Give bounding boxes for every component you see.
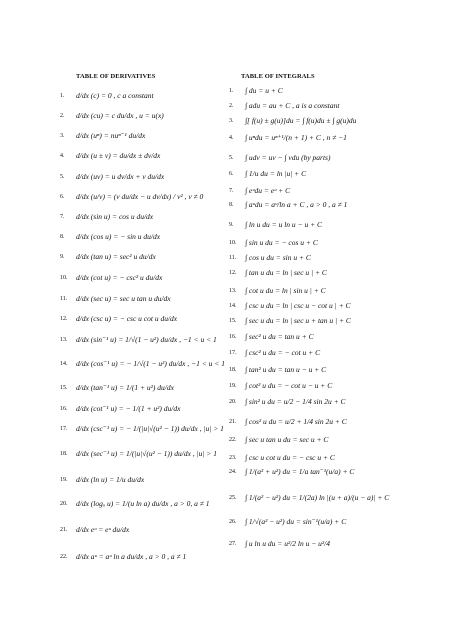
formula-number: 12. [60, 316, 68, 322]
formula-text: ∫ sec u du = ln | sec u + tan u | + C [245, 316, 351, 325]
formula-text: ∫ 1/√(a² − u²) du = sin⁻¹(u/a) + C [245, 517, 347, 526]
formula-number: 9. [229, 222, 234, 228]
formula-text: ∫ cot² u du = − cot u − u + C [245, 381, 333, 390]
formula-number: 24. [229, 469, 237, 475]
formula-text: d/dx (u/v) = (v du/dx − u dv/dx) / v² , v ≠ 0 [76, 192, 204, 201]
formula-number: 19. [60, 477, 68, 483]
formula-number: 14. [229, 303, 237, 309]
derivatives-table [60, 93, 230, 583]
formula-number: 15. [60, 385, 68, 391]
formula-number: 8. [229, 202, 234, 208]
formula-number: 6. [60, 194, 65, 200]
formula-number: 20. [229, 399, 237, 405]
formula-text: ∫ u ln u du = u²/2 ln u − u²/4 [245, 539, 331, 548]
formula-number: 1. [60, 93, 65, 99]
formula-text: ∫ du = u + C [245, 86, 283, 95]
formula-number: 4. [229, 135, 234, 141]
formula-number: 18. [60, 451, 68, 457]
formula-text: d/dx eᵘ = eᵘ du/dx [76, 525, 130, 534]
formula-text: d/dx (uⁿ) = nuⁿ⁻¹ du/dx [76, 131, 146, 140]
formula-number: 22. [229, 437, 237, 443]
formula-text: ∫ 1/u du = ln |u| + C [245, 169, 307, 178]
formula-text: d/dx (csc u) = − csc u cot u du/dx [76, 314, 178, 323]
formula-number: 5. [229, 155, 234, 161]
formula-text: d/dx (tan u) = sec² u du/dx [76, 252, 156, 261]
formula-number: 8. [60, 234, 65, 240]
formula-text: ∫ tan² u du = tan u − u + C [245, 365, 327, 374]
formula-text: d/dx (cu) = c du/dx , u = u(x) [76, 111, 164, 120]
formula-text: d/dx (u ± v) = du/dx ± dv/dx [76, 151, 161, 160]
formula-number: 15. [229, 318, 237, 324]
formula-text: ∫ sin² u du = u/2 − 1/4 sin 2u + C [245, 397, 346, 406]
formula-text: ∫ csc u cot u du = − csc u + C [245, 453, 335, 462]
formula-number: 5. [60, 174, 65, 180]
formula-text: d/dx (logₐ u) = 1/(u ln a) du/dx , a > 0, a ≠ 1 [76, 499, 210, 508]
formula-text: d/dx (cos⁻¹ u) = − 1/√(1 − u²) du/dx , −1 < u < 1 [76, 359, 225, 368]
formula-text: ∫ csc² u du = − cot u + C [245, 348, 321, 357]
formula-number: 16. [60, 406, 68, 412]
formula-text: ∫ cot u du = ln | sin u | + C [245, 286, 326, 295]
formula-number: 3. [229, 118, 234, 124]
formula-number: 18. [229, 367, 237, 373]
formula-number: 11. [60, 296, 68, 302]
formula-text: ∫[ f(u) ± g(u)]du = ∫ f(u)du ± ∫ g(u)du [245, 116, 357, 125]
formula-text: d/dx (sec u) = sec u tan u du/dx [76, 294, 171, 303]
integrals-table [229, 86, 444, 548]
formula-text: ∫ aᵘdu = aᵘ/ln a + C , a > 0 , a ≠ 1 [245, 200, 348, 209]
formula-number: 14. [60, 361, 68, 367]
formula-number: 21. [229, 419, 237, 425]
formula-number: 27. [229, 541, 237, 547]
formula-number: 23. [229, 455, 237, 461]
formula-number: 1. [229, 88, 234, 94]
formula-text: ∫ sec² u du = tan u + C [245, 332, 314, 341]
formula-number: 7. [60, 214, 65, 220]
formula-number: 2. [229, 103, 234, 109]
formula-number: 16. [229, 334, 237, 340]
formula-text: d/dx (cot⁻¹ u) = − 1/(1 + u²) du/dx [76, 404, 181, 413]
formula-number: 10. [229, 240, 237, 246]
formula-number: 11. [229, 255, 237, 261]
formula-text: d/dx (cos u) = − sin u du/dx [76, 232, 161, 241]
formula-text: d/dx (csc⁻¹ u) = − 1/(|u|√(u² − 1)) du/dx , |u| > 1 [76, 424, 224, 433]
formula-number: 25. [229, 495, 237, 501]
derivatives-heading: TABLE OF DERIVATIVES [76, 73, 156, 80]
formula-text: ∫ uⁿdu = uⁿ⁺¹/(n + 1) + C , n ≠ −1 [245, 133, 347, 142]
formula-text: ∫ 1/(a² − u²) du = 1/(2a) ln |(u + a)/(u − a)| + C [245, 493, 390, 502]
formula-number: 26. [229, 519, 237, 525]
formula-text: d/dx aᵘ = aᵘ ln a du/dx , a > 0 , a ≠ 1 [76, 552, 187, 561]
formula-text: ∫ csc u du = ln | csc u − cot u | + C [245, 301, 351, 310]
formula-text: ∫ tan u du = ln | sec u | + C [245, 268, 327, 277]
formula-number: 17. [229, 350, 237, 356]
formula-text: d/dx (c) = 0 , c a constant [76, 91, 154, 100]
formula-text: ∫ cos u du = sin u + C [245, 253, 311, 262]
formula-text: ∫ sec u tan u du = sec u + C [245, 435, 329, 444]
formula-number: 13. [60, 337, 68, 343]
formula-text: ∫ cos² u du = u/2 + 1/4 sin 2u + C [245, 417, 347, 426]
formula-number: 21. [60, 527, 68, 533]
formula-number: 7. [229, 188, 234, 194]
formula-text: d/dx (sec⁻¹ u) = 1/(|u|√(u² − 1)) du/dx , |u| > 1 [76, 449, 217, 458]
formula-number: 6. [229, 171, 234, 177]
formula-text: d/dx (cot u) = − csc² u du/dx [76, 273, 163, 282]
formula-number: 10. [60, 275, 68, 281]
formula-number: 4. [60, 153, 65, 159]
formula-text: ∫ eᵘdu = eᵘ + C [245, 186, 291, 195]
formula-number: 3. [60, 133, 65, 139]
formula-number: 20. [60, 501, 68, 507]
formula-number: 2. [60, 113, 65, 119]
integrals-heading: TABLE OF INTEGRALS [241, 73, 315, 80]
formula-number: 9. [60, 254, 65, 260]
formula-text: ∫ 1/(a² + u²) du = 1/a tan⁻¹(u/a) + C [245, 467, 355, 476]
formula-text: d/dx (uv) = u dv/dx + v du/dx [76, 172, 165, 181]
formula-text: d/dx (ln u) = 1/u du/dx [76, 475, 145, 484]
formula-number: 13. [229, 288, 237, 294]
formula-text: d/dx (tan⁻¹ u) = 1/(1 + u²) du/dx [76, 383, 174, 392]
formula-number: 12. [229, 270, 237, 276]
formula-text: ∫ ln u du = u ln u − u + C [245, 220, 323, 229]
formula-text: d/dx (sin u) = cos u du/dx [76, 212, 154, 221]
formula-number: 19. [229, 383, 237, 389]
formula-number: 22. [60, 554, 68, 560]
formula-text: ∫ udv = uv − ∫ vdu (by parts) [245, 153, 331, 162]
formula-text: d/dx (sin⁻¹ u) = 1/√(1 − u²) du/dx , −1 < u < 1 [76, 335, 217, 344]
formula-text: ∫ adu = au + C , a is a constant [245, 101, 340, 110]
formula-text: ∫ sin u du = − cos u + C [245, 238, 318, 247]
formula-number: 17. [60, 426, 68, 432]
